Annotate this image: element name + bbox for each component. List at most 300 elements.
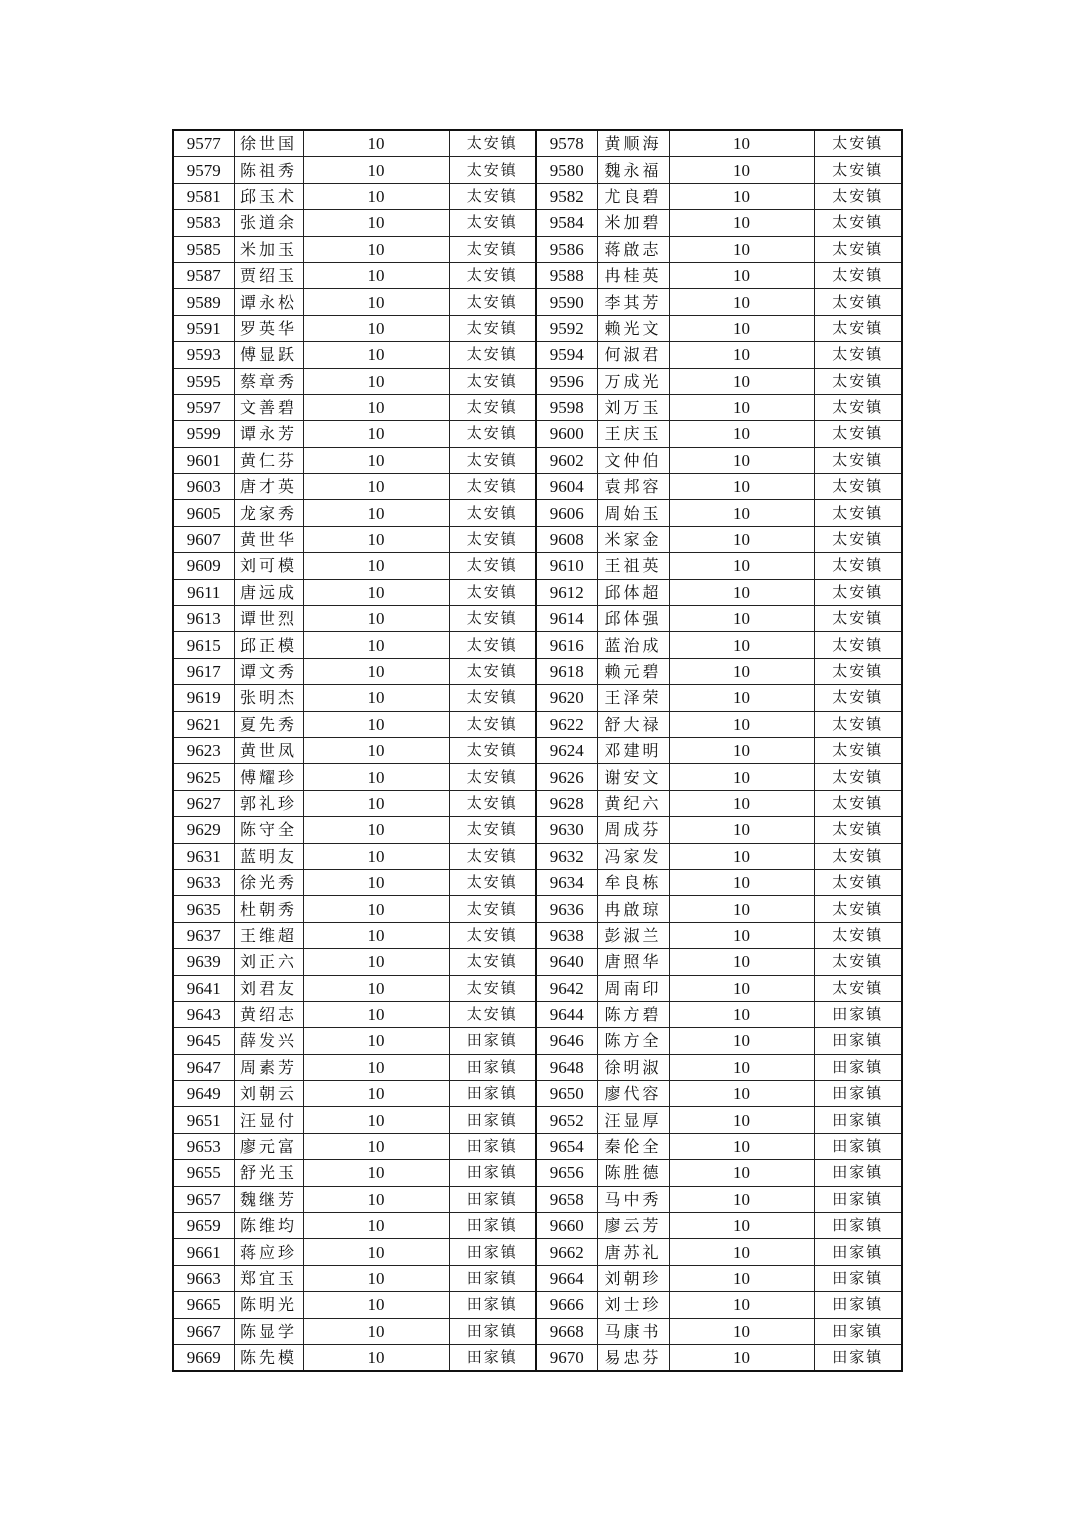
person-name-cell: 尤良碧 (597, 183, 669, 209)
amount-cell: 10 (303, 474, 449, 500)
record-id-cell: 9601 (173, 447, 234, 473)
table-row (173, 157, 902, 183)
amount-cell: 10 (669, 447, 814, 473)
town-cell: 田家镇 (814, 1186, 902, 1212)
person-name-cell: 谭永芳 (234, 421, 303, 447)
amount-cell: 10 (303, 500, 449, 526)
person-name-cell: 刘可模 (234, 553, 303, 579)
town-cell: 太安镇 (814, 737, 902, 763)
record-id-cell: 9664 (536, 1265, 597, 1291)
amount-cell: 10 (669, 130, 814, 157)
person-name-cell: 袁邦容 (597, 474, 669, 500)
table-row (173, 606, 902, 632)
amount-cell: 10 (669, 183, 814, 209)
person-name-cell: 魏永福 (597, 157, 669, 183)
amount-cell: 10 (669, 210, 814, 236)
town-cell: 太安镇 (449, 236, 536, 262)
town-cell: 太安镇 (449, 447, 536, 473)
person-name-cell: 陈方碧 (597, 1001, 669, 1027)
record-id-cell: 9594 (536, 342, 597, 368)
record-id-cell: 9647 (173, 1054, 234, 1080)
town-cell: 太安镇 (449, 975, 536, 1001)
table-row (173, 289, 902, 315)
record-id-cell: 9636 (536, 896, 597, 922)
town-cell: 太安镇 (814, 500, 902, 526)
person-name-cell: 谭世烈 (234, 606, 303, 632)
town-cell: 太安镇 (814, 474, 902, 500)
town-cell: 太安镇 (814, 210, 902, 236)
town-cell: 太安镇 (449, 869, 536, 895)
table-row (173, 1239, 902, 1265)
town-cell: 田家镇 (449, 1186, 536, 1212)
town-cell: 太安镇 (449, 685, 536, 711)
person-name-cell: 唐远成 (234, 579, 303, 605)
town-cell: 太安镇 (814, 130, 902, 157)
person-name-cell: 邱玉术 (234, 183, 303, 209)
record-id-cell: 9643 (173, 1001, 234, 1027)
amount-cell: 10 (303, 553, 449, 579)
town-cell: 田家镇 (814, 1054, 902, 1080)
person-name-cell: 唐照华 (597, 949, 669, 975)
amount-cell: 10 (669, 1239, 814, 1265)
record-id-cell: 9623 (173, 737, 234, 763)
record-id-cell: 9645 (173, 1028, 234, 1054)
town-cell: 太安镇 (814, 157, 902, 183)
amount-cell: 10 (303, 289, 449, 315)
person-name-cell: 谭文秀 (234, 658, 303, 684)
table-row (173, 1001, 902, 1027)
record-id-cell: 9624 (536, 737, 597, 763)
person-name-cell: 彭淑兰 (597, 922, 669, 948)
amount-cell: 10 (303, 394, 449, 420)
amount-cell: 10 (669, 394, 814, 420)
person-name-cell: 廖云芳 (597, 1213, 669, 1239)
town-cell: 太安镇 (814, 685, 902, 711)
record-id-cell: 9579 (173, 157, 234, 183)
table-row (173, 1107, 902, 1133)
amount-cell: 10 (303, 157, 449, 183)
person-name-cell: 舒光玉 (234, 1160, 303, 1186)
person-name-cell: 文善碧 (234, 394, 303, 420)
town-cell: 太安镇 (449, 1001, 536, 1027)
amount-cell: 10 (303, 1344, 449, 1371)
amount-cell: 10 (303, 1292, 449, 1318)
person-name-cell: 周成芬 (597, 817, 669, 843)
town-cell: 太安镇 (449, 579, 536, 605)
amount-cell: 10 (669, 658, 814, 684)
table-row (173, 896, 902, 922)
person-name-cell: 唐苏礼 (597, 1239, 669, 1265)
amount-cell: 10 (303, 817, 449, 843)
table-row (173, 315, 902, 341)
person-name-cell: 陈胜德 (597, 1160, 669, 1186)
amount-cell: 10 (669, 869, 814, 895)
town-cell: 太安镇 (449, 315, 536, 341)
amount-cell: 10 (669, 1213, 814, 1239)
person-name-cell: 赖元碧 (597, 658, 669, 684)
record-id-cell: 9618 (536, 658, 597, 684)
amount-cell: 10 (669, 922, 814, 948)
amount-cell: 10 (303, 922, 449, 948)
person-name-cell: 秦伦全 (597, 1133, 669, 1159)
amount-cell: 10 (303, 1160, 449, 1186)
town-cell: 太安镇 (449, 500, 536, 526)
record-id-cell: 9612 (536, 579, 597, 605)
record-id-cell: 9634 (536, 869, 597, 895)
record-id-cell: 9596 (536, 368, 597, 394)
town-cell: 太安镇 (449, 553, 536, 579)
table-row (173, 1318, 902, 1344)
person-name-cell: 陈方全 (597, 1028, 669, 1054)
record-id-cell: 9651 (173, 1107, 234, 1133)
table-row (173, 1028, 902, 1054)
person-name-cell: 赖光文 (597, 315, 669, 341)
person-name-cell: 刘士珍 (597, 1292, 669, 1318)
amount-cell: 10 (669, 315, 814, 341)
record-id-cell: 9606 (536, 500, 597, 526)
amount-cell: 10 (669, 1265, 814, 1291)
town-cell: 太安镇 (449, 183, 536, 209)
person-name-cell: 黄世华 (234, 526, 303, 552)
table-row (173, 1292, 902, 1318)
town-cell: 太安镇 (814, 711, 902, 737)
record-id-cell: 9591 (173, 315, 234, 341)
person-name-cell: 陈祖秀 (234, 157, 303, 183)
town-cell: 太安镇 (814, 975, 902, 1001)
roster-table (172, 129, 903, 1372)
amount-cell: 10 (669, 579, 814, 605)
record-id-cell: 9650 (536, 1081, 597, 1107)
person-name-cell: 邱正模 (234, 632, 303, 658)
record-id-cell: 9581 (173, 183, 234, 209)
person-name-cell: 傅显跃 (234, 342, 303, 368)
person-name-cell: 文仲伯 (597, 447, 669, 473)
amount-cell: 10 (303, 1054, 449, 1080)
town-cell: 太安镇 (449, 764, 536, 790)
person-name-cell: 龙家秀 (234, 500, 303, 526)
amount-cell: 10 (303, 711, 449, 737)
record-id-cell: 9630 (536, 817, 597, 843)
town-cell: 太安镇 (449, 421, 536, 447)
person-name-cell: 刘君友 (234, 975, 303, 1001)
town-cell: 太安镇 (449, 394, 536, 420)
record-id-cell: 9595 (173, 368, 234, 394)
amount-cell: 10 (669, 368, 814, 394)
record-id-cell: 9589 (173, 289, 234, 315)
amount-cell: 10 (303, 1213, 449, 1239)
amount-cell: 10 (303, 1133, 449, 1159)
town-cell: 田家镇 (449, 1344, 536, 1371)
town-cell: 田家镇 (814, 1028, 902, 1054)
person-name-cell: 牟良栋 (597, 869, 669, 895)
person-name-cell: 刘正六 (234, 949, 303, 975)
person-name-cell: 刘朝云 (234, 1081, 303, 1107)
town-cell: 田家镇 (814, 1133, 902, 1159)
town-cell: 太安镇 (449, 474, 536, 500)
amount-cell: 10 (669, 421, 814, 447)
person-name-cell: 黄纪六 (597, 790, 669, 816)
table-row (173, 368, 902, 394)
amount-cell: 10 (303, 1186, 449, 1212)
record-id-cell: 9622 (536, 711, 597, 737)
town-cell: 田家镇 (449, 1265, 536, 1291)
person-name-cell: 周始玉 (597, 500, 669, 526)
amount-cell: 10 (303, 764, 449, 790)
town-cell: 太安镇 (814, 869, 902, 895)
record-id-cell: 9607 (173, 526, 234, 552)
person-name-cell: 廖代容 (597, 1081, 669, 1107)
person-name-cell: 冉啟琼 (597, 896, 669, 922)
amount-cell: 10 (669, 1292, 814, 1318)
table-row (173, 1081, 902, 1107)
amount-cell: 10 (303, 236, 449, 262)
town-cell: 太安镇 (814, 579, 902, 605)
record-id-cell: 9632 (536, 843, 597, 869)
table-row (173, 1186, 902, 1212)
town-cell: 太安镇 (814, 526, 902, 552)
amount-cell: 10 (303, 579, 449, 605)
amount-cell: 10 (669, 606, 814, 632)
amount-cell: 10 (303, 685, 449, 711)
town-cell: 太安镇 (814, 368, 902, 394)
person-name-cell: 米家金 (597, 526, 669, 552)
town-cell: 太安镇 (449, 130, 536, 157)
record-id-cell: 9666 (536, 1292, 597, 1318)
amount-cell: 10 (669, 790, 814, 816)
person-name-cell: 罗英华 (234, 315, 303, 341)
record-id-cell: 9611 (173, 579, 234, 605)
amount-cell: 10 (669, 817, 814, 843)
town-cell: 太安镇 (449, 342, 536, 368)
town-cell: 太安镇 (449, 157, 536, 183)
table-row (173, 975, 902, 1001)
person-name-cell: 张道余 (234, 210, 303, 236)
table-row (173, 790, 902, 816)
table-row (173, 711, 902, 737)
record-id-cell: 9629 (173, 817, 234, 843)
amount-cell: 10 (303, 790, 449, 816)
amount-cell: 10 (669, 1318, 814, 1344)
person-name-cell: 邓建明 (597, 737, 669, 763)
person-name-cell: 马康书 (597, 1318, 669, 1344)
amount-cell: 10 (669, 1001, 814, 1027)
person-name-cell: 周素芳 (234, 1054, 303, 1080)
person-name-cell: 刘朝珍 (597, 1265, 669, 1291)
table-row (173, 447, 902, 473)
table-row (173, 526, 902, 552)
record-id-cell: 9633 (173, 869, 234, 895)
person-name-cell: 徐明淑 (597, 1054, 669, 1080)
amount-cell: 10 (669, 737, 814, 763)
person-name-cell: 陈守全 (234, 817, 303, 843)
amount-cell: 10 (669, 949, 814, 975)
person-name-cell: 魏继芳 (234, 1186, 303, 1212)
amount-cell: 10 (669, 342, 814, 368)
town-cell: 田家镇 (814, 1107, 902, 1133)
amount-cell: 10 (669, 632, 814, 658)
town-cell: 太安镇 (449, 949, 536, 975)
town-cell: 田家镇 (814, 1239, 902, 1265)
amount-cell: 10 (303, 210, 449, 236)
person-name-cell: 蔡章秀 (234, 368, 303, 394)
person-name-cell: 郑宜玉 (234, 1265, 303, 1291)
person-name-cell: 蓝治成 (597, 632, 669, 658)
town-cell: 太安镇 (814, 606, 902, 632)
town-cell: 田家镇 (449, 1318, 536, 1344)
town-cell: 太安镇 (814, 896, 902, 922)
town-cell: 太安镇 (814, 790, 902, 816)
amount-cell: 10 (303, 975, 449, 1001)
town-cell: 太安镇 (814, 843, 902, 869)
record-id-cell: 9582 (536, 183, 597, 209)
person-name-cell: 邱体强 (597, 606, 669, 632)
amount-cell: 10 (303, 896, 449, 922)
record-id-cell: 9577 (173, 130, 234, 157)
table-row (173, 869, 902, 895)
person-name-cell: 陈明光 (234, 1292, 303, 1318)
table-row (173, 500, 902, 526)
town-cell: 太安镇 (814, 342, 902, 368)
amount-cell: 10 (303, 1001, 449, 1027)
record-id-cell: 9656 (536, 1160, 597, 1186)
person-name-cell: 邱体超 (597, 579, 669, 605)
record-id-cell: 9661 (173, 1239, 234, 1265)
town-cell: 田家镇 (449, 1028, 536, 1054)
amount-cell: 10 (669, 500, 814, 526)
amount-cell: 10 (669, 1081, 814, 1107)
amount-cell: 10 (303, 869, 449, 895)
record-id-cell: 9616 (536, 632, 597, 658)
town-cell: 太安镇 (449, 210, 536, 236)
person-name-cell: 王庆玉 (597, 421, 669, 447)
person-name-cell: 蓝明友 (234, 843, 303, 869)
town-cell: 太安镇 (814, 183, 902, 209)
table-row (173, 421, 902, 447)
record-id-cell: 9670 (536, 1344, 597, 1371)
town-cell: 太安镇 (814, 922, 902, 948)
amount-cell: 10 (303, 1239, 449, 1265)
record-id-cell: 9667 (173, 1318, 234, 1344)
record-id-cell: 9593 (173, 342, 234, 368)
person-name-cell: 廖元富 (234, 1133, 303, 1159)
record-id-cell: 9614 (536, 606, 597, 632)
town-cell: 太安镇 (814, 949, 902, 975)
record-id-cell: 9657 (173, 1186, 234, 1212)
table-row (173, 922, 902, 948)
person-name-cell: 何淑君 (597, 342, 669, 368)
record-id-cell: 9627 (173, 790, 234, 816)
person-name-cell: 冉桂英 (597, 262, 669, 288)
town-cell: 田家镇 (814, 1001, 902, 1027)
record-id-cell: 9663 (173, 1265, 234, 1291)
table-row (173, 579, 902, 605)
amount-cell: 10 (669, 711, 814, 737)
amount-cell: 10 (669, 157, 814, 183)
person-name-cell: 易忠芬 (597, 1344, 669, 1371)
person-name-cell: 舒大禄 (597, 711, 669, 737)
record-id-cell: 9626 (536, 764, 597, 790)
amount-cell: 10 (669, 236, 814, 262)
table-row (173, 262, 902, 288)
table-row (173, 764, 902, 790)
record-id-cell: 9592 (536, 315, 597, 341)
record-id-cell: 9653 (173, 1133, 234, 1159)
town-cell: 田家镇 (814, 1081, 902, 1107)
person-name-cell: 万成光 (597, 368, 669, 394)
record-id-cell: 9639 (173, 949, 234, 975)
table-body (173, 130, 902, 1371)
record-id-cell: 9583 (173, 210, 234, 236)
town-cell: 太安镇 (449, 262, 536, 288)
town-cell: 太安镇 (449, 606, 536, 632)
record-id-cell: 9665 (173, 1292, 234, 1318)
record-id-cell: 9646 (536, 1028, 597, 1054)
amount-cell: 10 (303, 183, 449, 209)
town-cell: 太安镇 (814, 315, 902, 341)
amount-cell: 10 (303, 606, 449, 632)
town-cell: 太安镇 (449, 711, 536, 737)
person-name-cell: 黄世凤 (234, 737, 303, 763)
amount-cell: 10 (669, 1186, 814, 1212)
town-cell: 太安镇 (814, 658, 902, 684)
person-name-cell: 陈显学 (234, 1318, 303, 1344)
town-cell: 太安镇 (814, 553, 902, 579)
amount-cell: 10 (669, 1344, 814, 1371)
table-row (173, 1344, 902, 1371)
record-id-cell: 9615 (173, 632, 234, 658)
table-row (173, 658, 902, 684)
town-cell: 太安镇 (449, 737, 536, 763)
record-id-cell: 9587 (173, 262, 234, 288)
town-cell: 太安镇 (814, 764, 902, 790)
town-cell: 太安镇 (449, 843, 536, 869)
town-cell: 田家镇 (449, 1054, 536, 1080)
person-name-cell: 蒋啟志 (597, 236, 669, 262)
amount-cell: 10 (669, 262, 814, 288)
record-id-cell: 9662 (536, 1239, 597, 1265)
person-name-cell: 刘万玉 (597, 394, 669, 420)
record-id-cell: 9638 (536, 922, 597, 948)
town-cell: 太安镇 (449, 526, 536, 552)
town-cell: 太安镇 (449, 896, 536, 922)
record-id-cell: 9637 (173, 922, 234, 948)
table-row (173, 1160, 902, 1186)
record-id-cell: 9655 (173, 1160, 234, 1186)
amount-cell: 10 (669, 289, 814, 315)
amount-cell: 10 (303, 1318, 449, 1344)
person-name-cell: 徐世国 (234, 130, 303, 157)
table-row (173, 737, 902, 763)
town-cell: 太安镇 (449, 289, 536, 315)
record-id-cell: 9628 (536, 790, 597, 816)
table-row (173, 130, 902, 157)
town-cell: 田家镇 (449, 1239, 536, 1265)
town-cell: 太安镇 (449, 632, 536, 658)
town-cell: 太安镇 (814, 817, 902, 843)
record-id-cell: 9658 (536, 1186, 597, 1212)
record-id-cell: 9652 (536, 1107, 597, 1133)
table-row (173, 474, 902, 500)
table-row (173, 843, 902, 869)
amount-cell: 10 (303, 1028, 449, 1054)
amount-cell: 10 (669, 553, 814, 579)
record-id-cell: 9631 (173, 843, 234, 869)
amount-cell: 10 (303, 368, 449, 394)
person-name-cell: 徐光秀 (234, 869, 303, 895)
town-cell: 田家镇 (449, 1081, 536, 1107)
record-id-cell: 9602 (536, 447, 597, 473)
amount-cell: 10 (669, 1054, 814, 1080)
